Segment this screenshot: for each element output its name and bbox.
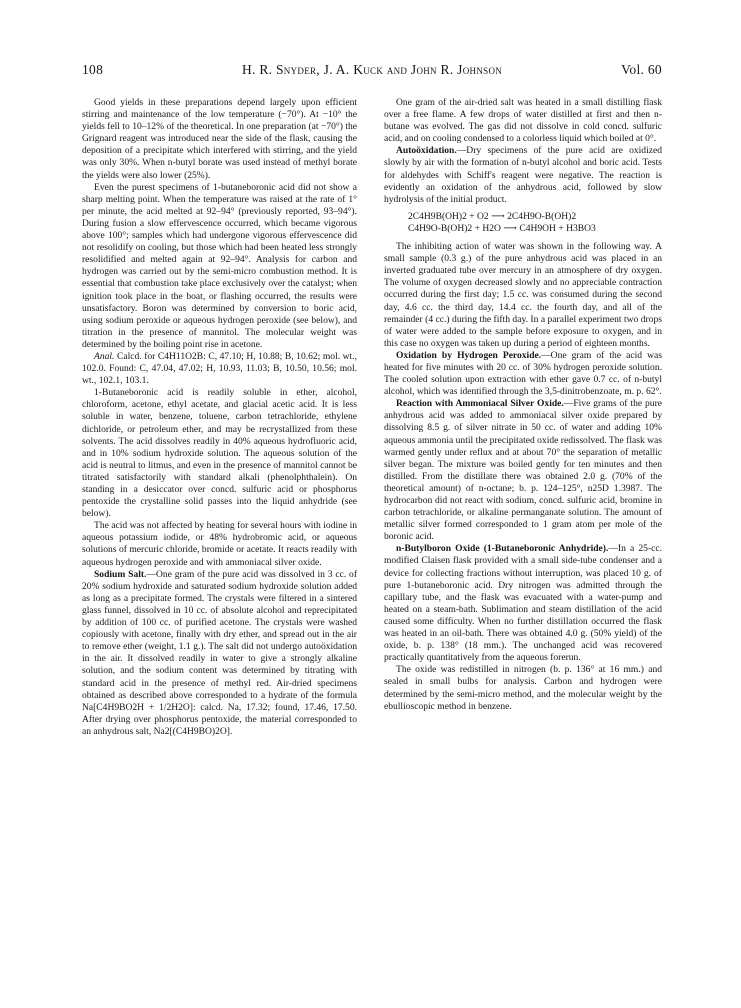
peroxide-heading: Oxidation by Hydrogen Peroxide.	[396, 349, 542, 361]
paragraph-butylboron-oxide	[384, 543, 662, 664]
left-column	[82, 97, 357, 738]
sodium-salt-heading: Sodium Salt.	[94, 568, 147, 580]
silver-oxide-text: —Five grams of the pure anhydrous acid was added to ammoniacal silver oxide prepared by dissolving 8.5 g. of silver nitrate in 50 cc. of water and adding 10% aqueous ammonia until the precipitated oxide redissolved. The flask was warmed gently under reflux and at about 70° the separation of metallic silver began. The mixture was boiled gently for ten minutes and then distilled. From the distillate there was obtained 2.0 g. (70% of the theoretical amount) of n-octane; b. p. 124–125°, n25D 1.3987. The hydrocarbon did not react with sodium, concd. sulfuric acid, bromine in carbon tetrachloride, or alkaline permanganate solution. The amount of metallic silver formed corresponded to 1 gram atom per mole of the boronic acid.	[384, 398, 663, 543]
butylboron-oxide-text: —In a 25-cc. modified Claisen flask provided with a small side-tube condenser and a device for collecting fractions without interruption, was placed 10 g. of pure 1-butaneboronic acid. Dry nitrogen was admitted through the capillary tube, and the flask was evacuated with a water-pump and heated on a steam-bath. Sublimation and steam distillation of the acid caused some difficulty. When no further distillation occurred the flask was heated in an oil-bath. There was obtained 4.0 g. (50% yield) of the oxide, b. p. 138° (18 mm.). The unchanged acid was recovered practically quantitatively from the aqueous forerun.	[384, 543, 662, 664]
paragraph-solubility: 1-Butaneboronic acid is readily soluble in ether, alcohol, chloroform, acetone, ethyl acetate, and glacial acetic acid. It is less soluble in water, benzene, toluene, carbon tetrachloride, ethylene dichloride, or petroleum ether, and may be recrystallized from these solvents. The acid dissolves readily in 40% aqueous hydrofluoric acid, and in 10% sodium hydroxide solution. The aqueous solution of the acid is neutral to litmus, and even in the presence of mannitol cannot be titrated satisfactorily with standard alkali (phenolphthalein). On standing in a desiccator over concd. sulfuric acid or phosphorus pentoxide the crystalline solid passes into the liquid anhydride (see below).	[82, 387, 357, 520]
paragraph-sodium-salt	[82, 569, 357, 738]
paragraph-inhibiting-action: The inhibiting action of water was shown in the following way. A small sample (0.3 g.) of the pure anhydrous acid was placed in an inverted graduated tube over mercury in an atmosphere of dry oxygen. The volume of oxygen decreased slowly and no appreciable contraction occurred during the first day; 1.5 cc. was consumed during the second day, 4.6 cc. the third day, 14.4 cc. the fourth day, and all of the remainder (4 cc.) during the fifth day. In a parallel experiment two drops of water were added to the sample before exposure to oxygen, and in this case no oxygen was taken up during a period of eighteen months.	[384, 241, 662, 349]
running-header	[82, 62, 662, 80]
equation-2: C4H9O-B(OH)2 + H2O ⟶ C4H9OH + H3BO3	[408, 222, 596, 234]
silver-oxide-heading: Reaction with Ammoniacal Silver Oxide.	[396, 398, 564, 410]
paragraph-analysis	[82, 351, 357, 387]
paragraph-silver-oxide	[384, 398, 662, 543]
equation-1: 2C4H9B(OH)2 + O2 ⟶ 2C4H9O-B(OH)2	[408, 210, 577, 222]
paragraph-stability: The acid was not affected by heating for several hours with iodine in aqueous potassium iodide, or 48% hydrobromic acid, or aqueous solutions of mercuric chloride, bromide or acetate. It reacts readily with aqueous hydrogen peroxide and with ammoniacal silver oxide.	[82, 520, 357, 568]
peroxide-text: —One gram of the acid was heated for five minutes with 20 cc. of 30% hydrogen peroxide solution. The cooled solution upon extraction with ether gave 0.7 cc. of n-butyl alcohol, which was identified through the 3,5-dinitrobenzoate, m. p. 62°.	[384, 349, 662, 398]
volume-label: Vol. 60	[621, 62, 662, 77]
page-number: 108	[82, 62, 104, 77]
butylboron-oxide-heading: n-Butylboron Oxide (1-Butaneboronic Anhydride).	[396, 543, 609, 555]
analysis-lead: Anal.	[94, 350, 115, 362]
right-column	[384, 97, 662, 713]
reaction-equations	[384, 211, 662, 235]
paragraph-peroxide-oxidation	[384, 350, 662, 398]
paragraph-yields: Good yields in these preparations depend largely upon efficient stirring and maintenance of the low temperature (−70°). At −10° the yields fell to 10–12% of the theoretical. In one preparation (at −70°) the Grignard reagent was introduced near the side of the flask, causing the deposition of a precipitate which interfered with stirring, and the yield was only 30%. When n-butyl borate was used instead of methyl borate the yields were also lower (25%).	[82, 97, 357, 181]
sodium-salt-text: —One gram of the pure acid was dissolved in 3 cc. of 20% sodium hydroxide and saturated sodium hydroxide solution added as long as a precipitate formed. The crystals were filtered in a sintered glass funnel, dissolved in 10 cc. of absolute alcohol and reprecipitated by addition of 100 cc. of purified acetone. The crystals were washed copiously with acetone, finally with dry ether, and spread out in the air to remove ether (weight, 1.1 g.). The salt did not undergo autoöxidation in the air. It dissolved readily in water to give a strongly alkaline solution, and the sodium content was determined by titrating with standard acid in the presence of methyl red. Air-dried specimens obtained as described above corresponded to a hydrate of the formula Na[C4H9BO2H + 1/2H2O]: calcd. Na, 17.32; found, 17.46, 17.50. After drying over phosphorus pentoxide, the material corresponded to an anhydrous salt, Na2[(C4H9BO)2O].	[82, 568, 357, 737]
autooxidation-text: —Dry specimens of the pure acid are oxidized slowly by air with the formation of n-butyl alcohol and boric acid. Tests for aldehydes with Schiff's reagent were negative. The reaction is evidently an oxidation of the anhydrous acid, followed by slow hydrolysis of the initial product.	[384, 145, 662, 205]
analysis-text: Calcd. for C4H11O2B: C, 47.10; H, 10.88; B, 10.62; mol. wt., 102.0. Found: C, 47.04, 47.02; H, 10.93, 11.03; B, 10.50, 10.56; mol. wt., 102.1, 103.1.	[82, 350, 357, 387]
running-title-authors: H. R. Snyder, J. A. Kuck and John R. Johnson	[241, 62, 503, 77]
autooxidation-heading: Autoöxidation.	[396, 145, 457, 157]
paragraph-redistillation: The oxide was redistilled in nitrogen (b. p. 136° at 16 mm.) and sealed in small bulbs for analysis. Carbon and hydrogen were determined by the semi-micro method, and the molecular weight by the ebullioscopic method in benzene.	[384, 664, 662, 712]
paragraph-melting-point: Even the purest specimens of 1-butaneboronic acid did not show a sharp melting point. When the temperature was raised at the rate of 1° per minute, the acid melted at 92–94° (previously reported, 93–94°). During fusion a slow effervescence occurred, which became vigorous above 100°; samples which had undergone vigorous effervescence did not resolidify on cooling, but those which had been heated less strongly resolidified and melted again at 92–94°. Analysis for carbon and hydrogen was carried out by the semi-micro combustion method. It is essential that combustion take place exclusively over the catalyst; when ignition took place in the boat, or flashing occurred, the results were unsatisfactory. Boron was determined by conversion to boric acid, using sodium peroxide or aqueous hydrogen peroxide (see below), and titration in the presence of mannitol. The molecular weight was determined by the boiling point rise in acetone.	[82, 181, 357, 350]
paragraph-autooxidation	[384, 145, 662, 205]
paragraph-salt-heating: One gram of the air-dried salt was heated in a small distilling flask over a free flame. A few drops of water distilled at first and then n-butane was evolved. The gas did not dissolve in cold concd. sulfuric acid, and on cooling condensed to a colorless liquid which boiled at 0°.	[384, 97, 662, 145]
